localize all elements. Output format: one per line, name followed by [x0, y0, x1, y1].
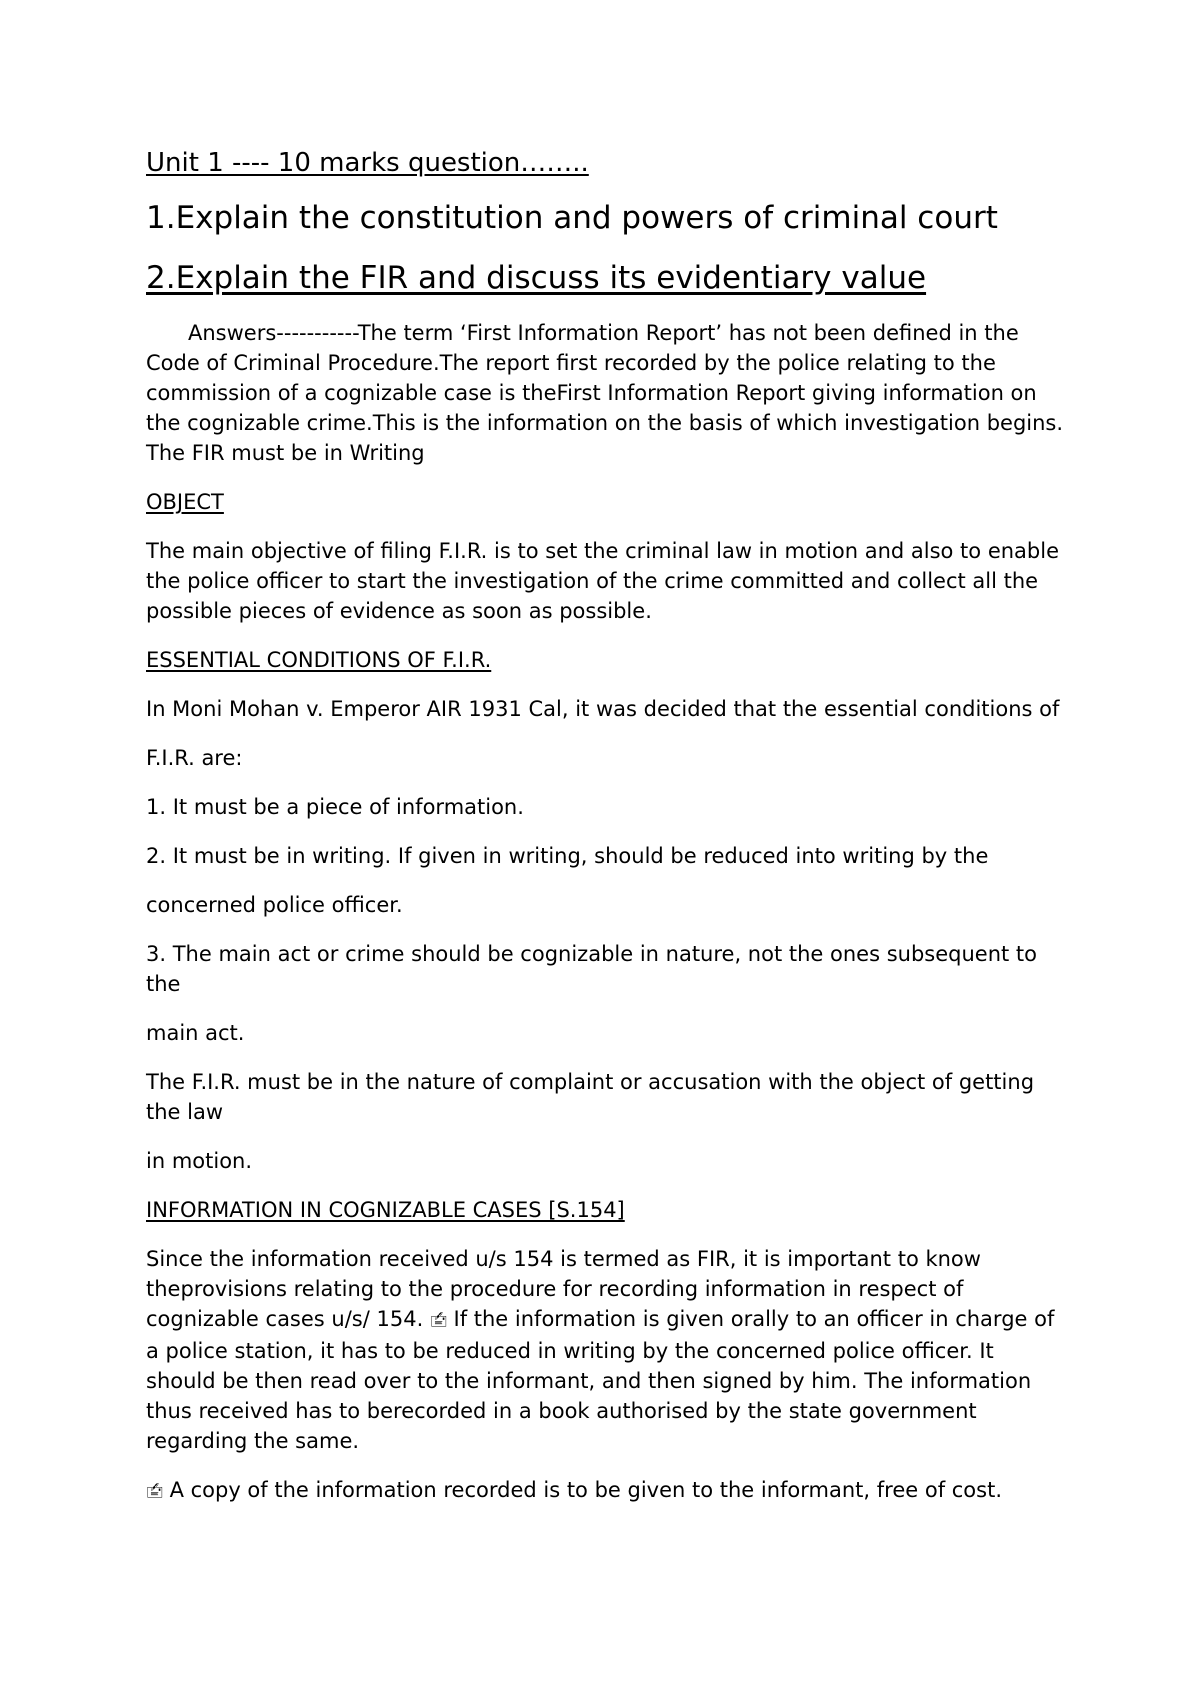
copy-paragraph — [146, 1475, 1066, 1507]
complaint-line-1: The F.I.R. must be in the nature of complaint or accusation with the object of getting the law — [146, 1070, 1035, 1124]
condition-2-line-2: concerned police officer. — [146, 893, 403, 917]
writing-hand-icon: 🖆 — [146, 1483, 164, 1501]
object-text: The main objective of filing F.I.R. is to set the criminal law in motion and also to enable the police officer to start the investigation of the crime committed and collect all the possible pieces of evidence as soon as possible. — [146, 539, 1059, 623]
essential-conditions-heading: ESSENTIAL CONDITIONS OF F.I.R. — [146, 648, 492, 672]
fir-are-line: F.I.R. are: — [146, 746, 243, 770]
unit-heading: Unit 1 ---- 10 marks question…….. — [146, 148, 589, 178]
condition-1: 1. It must be a piece of information. — [146, 795, 524, 819]
information-cognizable-heading: INFORMATION IN COGNIZABLE CASES [S.154] — [146, 1198, 625, 1222]
answer-intro: Answers-----------The term ‘First Information Report’ has not been defined in the Code of Criminal Procedure.The report first recorded by the police relating to the commission of a cognizable case is theFirst Information Report giving information on the cognizable crime.This is the information on the basis of which investigation begins. The FIR must be in Writing — [146, 321, 1064, 465]
condition-3-line-1: 3. The main act or crime should be cognizable in nature, not the ones subsequent to the — [146, 942, 1038, 996]
condition-2-line-1: 2. It must be in writing. If given in writing, should be reduced into writing by the — [146, 844, 989, 868]
information-text-2: If the information is given orally to an officer in charge of a police station, it has to be reduced in writing by the concerned police officer. It should be then read over to the informant, and then signed by him. The information thus received has to berecorded in a book authorised by the state government regarding the same. — [146, 1307, 1055, 1453]
document-body — [146, 146, 1066, 1526]
question-2: 2.Explain the FIR and discuss its evidentiary value — [146, 260, 927, 296]
complaint-line-2: in motion. — [146, 1149, 253, 1173]
writing-hand-icon: 🖆 — [429, 1312, 448, 1330]
essential-conditions-intro: In Moni Mohan v. Emperor AIR 1931 Cal, it was decided that the essential conditions of — [146, 697, 1060, 721]
information-text-1: Since the information received u/s 154 is termed as FIR, it is important to know theprovisions relating to the procedure for recording information in respect of cognizable cases u/s/ 154. — [146, 1247, 981, 1331]
question-1: 1.Explain the constitution and powers of criminal court — [146, 200, 998, 236]
condition-3-line-2: main act. — [146, 1021, 245, 1045]
copy-text: A copy of the information recorded is to be given to the informant, free of cost. — [169, 1478, 1003, 1502]
object-heading: OBJECT — [146, 490, 224, 514]
information-paragraph — [146, 1244, 1066, 1456]
